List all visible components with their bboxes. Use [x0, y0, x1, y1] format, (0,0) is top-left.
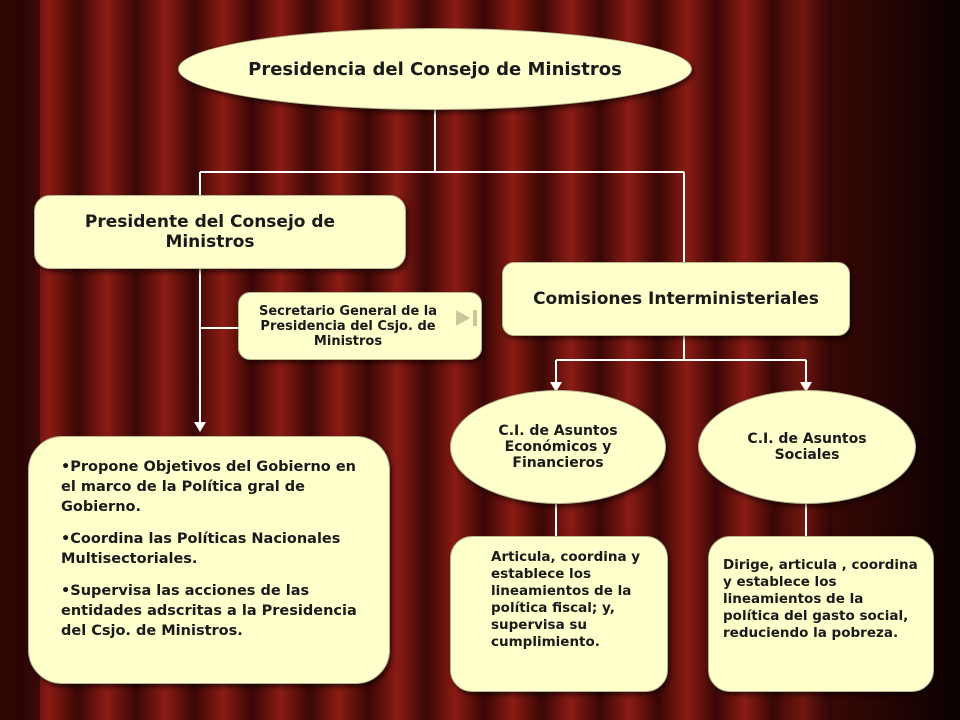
node-descripcion-economica [450, 536, 668, 692]
node-ci-asuntos-sociales [698, 390, 916, 504]
arrowhead-functions [194, 422, 206, 432]
node-comisiones-interministeriales-label: Comisiones Interministeriales [533, 289, 819, 309]
node-presidente-consejo [34, 195, 406, 269]
social-desc-text: Dirige, articula , coordina y establece los lineamientos de la política del gasto social, reduciendo la pobreza. [723, 557, 918, 641]
function-item: •Coordina las Políticas Nacionales Multisectoriales. [61, 531, 341, 567]
skip-forward-icon[interactable] [454, 308, 480, 328]
node-presidencia-consejo-label: Presidencia del Consejo de Ministros [248, 58, 622, 80]
node-funciones-presidente [28, 436, 390, 684]
function-item: •Propone Objetivos del Gobierno en el marco de la Política gral de Gobierno. [61, 459, 356, 515]
functions-list [61, 457, 363, 641]
node-secretario-general [238, 292, 482, 360]
node-presidencia-consejo [178, 28, 692, 110]
node-ci-asuntos-economicos [450, 390, 666, 504]
node-comisiones-interministeriales [502, 262, 850, 336]
node-descripcion-social [708, 536, 934, 692]
economic-desc-text: Articula, coordina y establece los lineamientos de la política fiscal; y, supervisa su cumplimiento. [491, 549, 641, 650]
node-secretario-general-label: Secretario General de la Presidencia del Csjo. de Ministros [258, 303, 438, 349]
node-ci-asuntos-economicos-label: C.I. de Asuntos Económicos y Financieros [498, 423, 618, 471]
node-presidente-consejo-label: Presidente del Consejo de Ministros [84, 212, 336, 252]
function-item: •Supervisa las acciones de las entidades adscritas a la Presidencia del Csjo. de Ministros. [61, 583, 357, 639]
node-ci-asuntos-sociales-label: C.I. de Asuntos Sociales [747, 431, 867, 463]
